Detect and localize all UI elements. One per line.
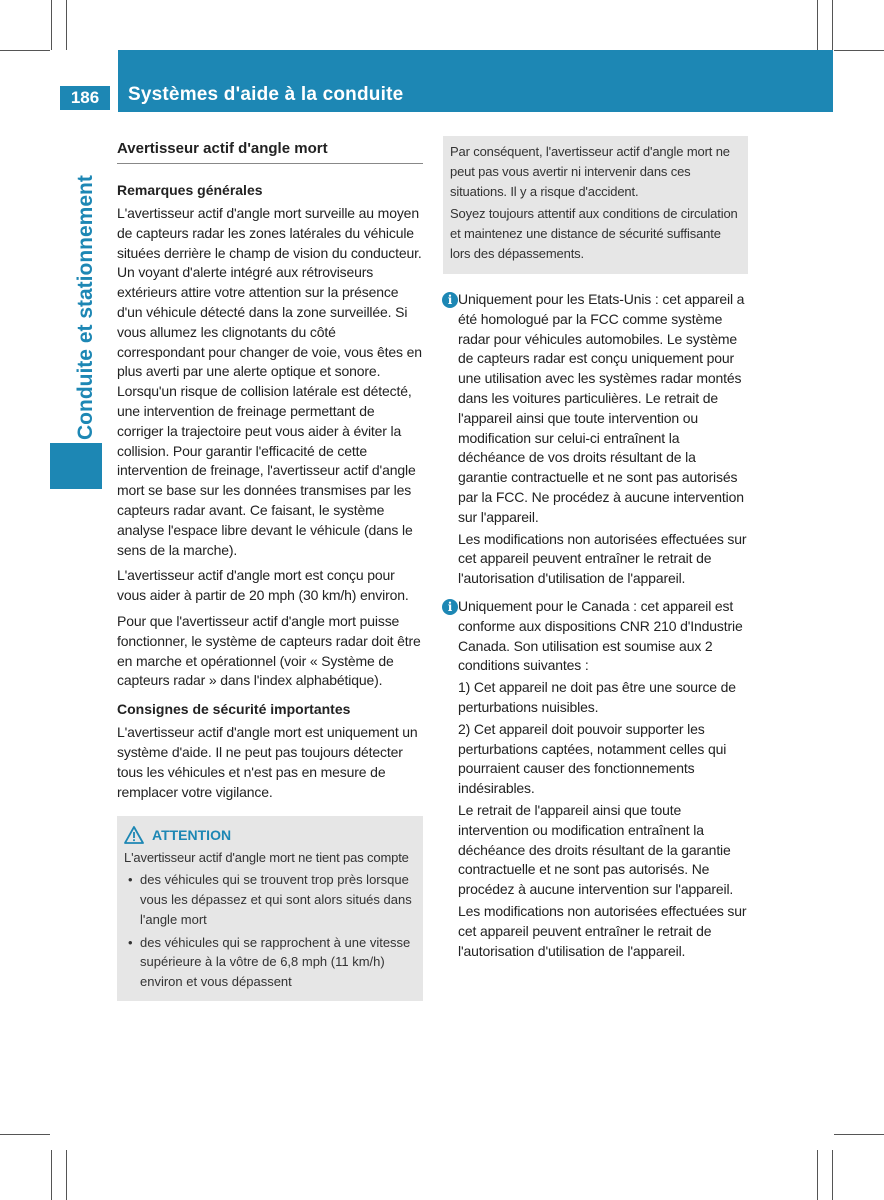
subheading-general: Remarques générales — [117, 182, 263, 198]
crop-mark — [66, 1150, 67, 1200]
warning-box-continued — [443, 136, 748, 274]
left-column — [117, 140, 423, 1001]
info-note-canada — [443, 597, 748, 961]
page-title: Systèmes d'aide à la conduite — [128, 84, 404, 105]
crop-mark — [834, 50, 884, 51]
paragraph: Par conséquent, l'avertisseur actif d'angle mort ne peut pas vous avertir ni intervenir dans ces situations. Il y a risque d'accident. — [450, 144, 730, 199]
paragraph: Les modifications non autorisées effectuées sur cet appareil peuvent entraîner le retrait de l'autorisation d'utilisation de l'appareil. — [458, 530, 747, 587]
crop-mark — [817, 1150, 818, 1200]
crop-mark — [0, 1134, 50, 1135]
warning-intro: L'avertisseur actif d'angle mort ne tient pas compte — [124, 850, 409, 866]
info-icon: i — [442, 599, 458, 615]
paragraph: Uniquement pour les Etats-Unis : cet appareil a été homologué par la FCC comme système radar pour véhicules automobiles. Le système de capteurs radar est conçu uniquement pour une utilisation avec les systèmes radar montés dans les voitures particulières. Le retrait de l'appareil ainsi que toute intervention ou modification sur celui-ci entraînent la déchéance de vos droits résultant de la garantie contractuelle et ne sont pas autorisés par la FCC. Ne procédez à aucune intervention sur l'appareil. — [458, 291, 745, 525]
side-tab — [50, 443, 102, 489]
page-number: 186 — [60, 86, 110, 110]
crop-mark — [0, 50, 50, 51]
subheading-safety: Consignes de sécurité importantes — [117, 701, 351, 718]
warning-box — [117, 816, 423, 1001]
paragraph: 1) Cet appareil ne doit pas être une source de perturbations nuisibles. — [458, 679, 736, 715]
paragraph: L'avertisseur actif d'angle mort surveille au moyen de capteurs radar les zones latérales du véhicule situées derrière le champ de vision du conducteur. Un voyant d'alerte intégré aux rétroviseurs extérieurs attire votre attention sur la présence d'un véhicule détecté dans la zone surveillée. Si vous allumez les clignotants du côté correspondant pour changer de voie, vous êtes en plus averti par une alerte optique et sonore. Lorsqu'un risque de collision latérale est détecté, une intervention de freinage permettant de corriger la trajectoire peut vous aider à éviter la collision. Pour garantir l'efficacité de cette intervention de freinage, l'avertisseur actif d'angle mort se base sur les données transmises par les capteurs radar avant. Ce faisant, le système analyse l'espace libre devant le véhicule (dans le sens de la marche). — [117, 205, 422, 558]
info-icon: i — [442, 292, 458, 308]
paragraph: Uniquement pour le Canada : cet appareil est conforme aux dispositions CNR 210 d'Industrie Canada. Son utilisation est soumise aux 2 conditions suivantes : — [458, 597, 743, 674]
crop-mark — [834, 1134, 884, 1135]
warning-header — [124, 826, 416, 844]
paragraph: 2) Cet appareil doit pouvoir supporter les perturbations captées, notamment celles qui pourraient causer des fonctionnements indésirables. — [458, 720, 727, 797]
crop-mark — [51, 1150, 52, 1200]
right-column — [443, 140, 748, 963]
crop-mark — [832, 0, 833, 50]
list-item: • des véhicules qui se rapprochent à une vitesse supérieure à la vôtre de 6,8 mph (11 km/h) environ et vous dépassent — [124, 933, 416, 992]
paragraph: Le retrait de l'appareil ainsi que toute intervention ou modification entraînent la déchéance des droits résultant de la garantie contractuelle et ne sont pas autorisés. Ne procédez à aucune intervention sur l'appareil. — [458, 801, 734, 898]
list-item: • des véhicules qui se trouvent trop près lorsque vous les dépassez et qui sont alors situés dans l'angle mort — [124, 870, 416, 929]
crop-mark — [66, 0, 67, 50]
crop-mark — [832, 1150, 833, 1200]
paragraph: L'avertisseur actif d'angle mort est conçu pour vous aider à partir de 20 mph (30 km/h) environ. — [117, 567, 409, 604]
paragraph: L'avertisseur actif d'angle mort est uniquement un système d'aide. Il ne peut pas toujours détecter tous les véhicules et n'est pas en mesure de remplacer votre vigilance. — [117, 724, 418, 800]
paragraph: Les modifications non autorisées effectuées sur cet appareil peuvent entraîner le retrait de l'autorisation d'utilisation de l'appareil. — [458, 902, 747, 959]
crop-mark — [51, 0, 52, 50]
warning-list — [124, 870, 416, 992]
paragraph: Soyez toujours attentif aux conditions de circulation et maintenez une distance de sécurité suffisante lors des dépassements. — [450, 206, 738, 261]
chapter-label: Conduite et stationnement — [74, 175, 97, 440]
warning-triangle-icon — [124, 826, 144, 844]
paragraph: Pour que l'avertisseur actif d'angle mort puisse fonctionner, le système de capteurs radar doit être en marche et opérationnel (voir « Système de capteurs radar » dans l'index alphabétique). — [117, 612, 421, 689]
section-title: Avertisseur actif d'angle mort — [117, 140, 423, 164]
info-note-usa — [443, 290, 748, 589]
warning-label: ATTENTION — [152, 827, 232, 844]
crop-mark — [817, 0, 818, 50]
